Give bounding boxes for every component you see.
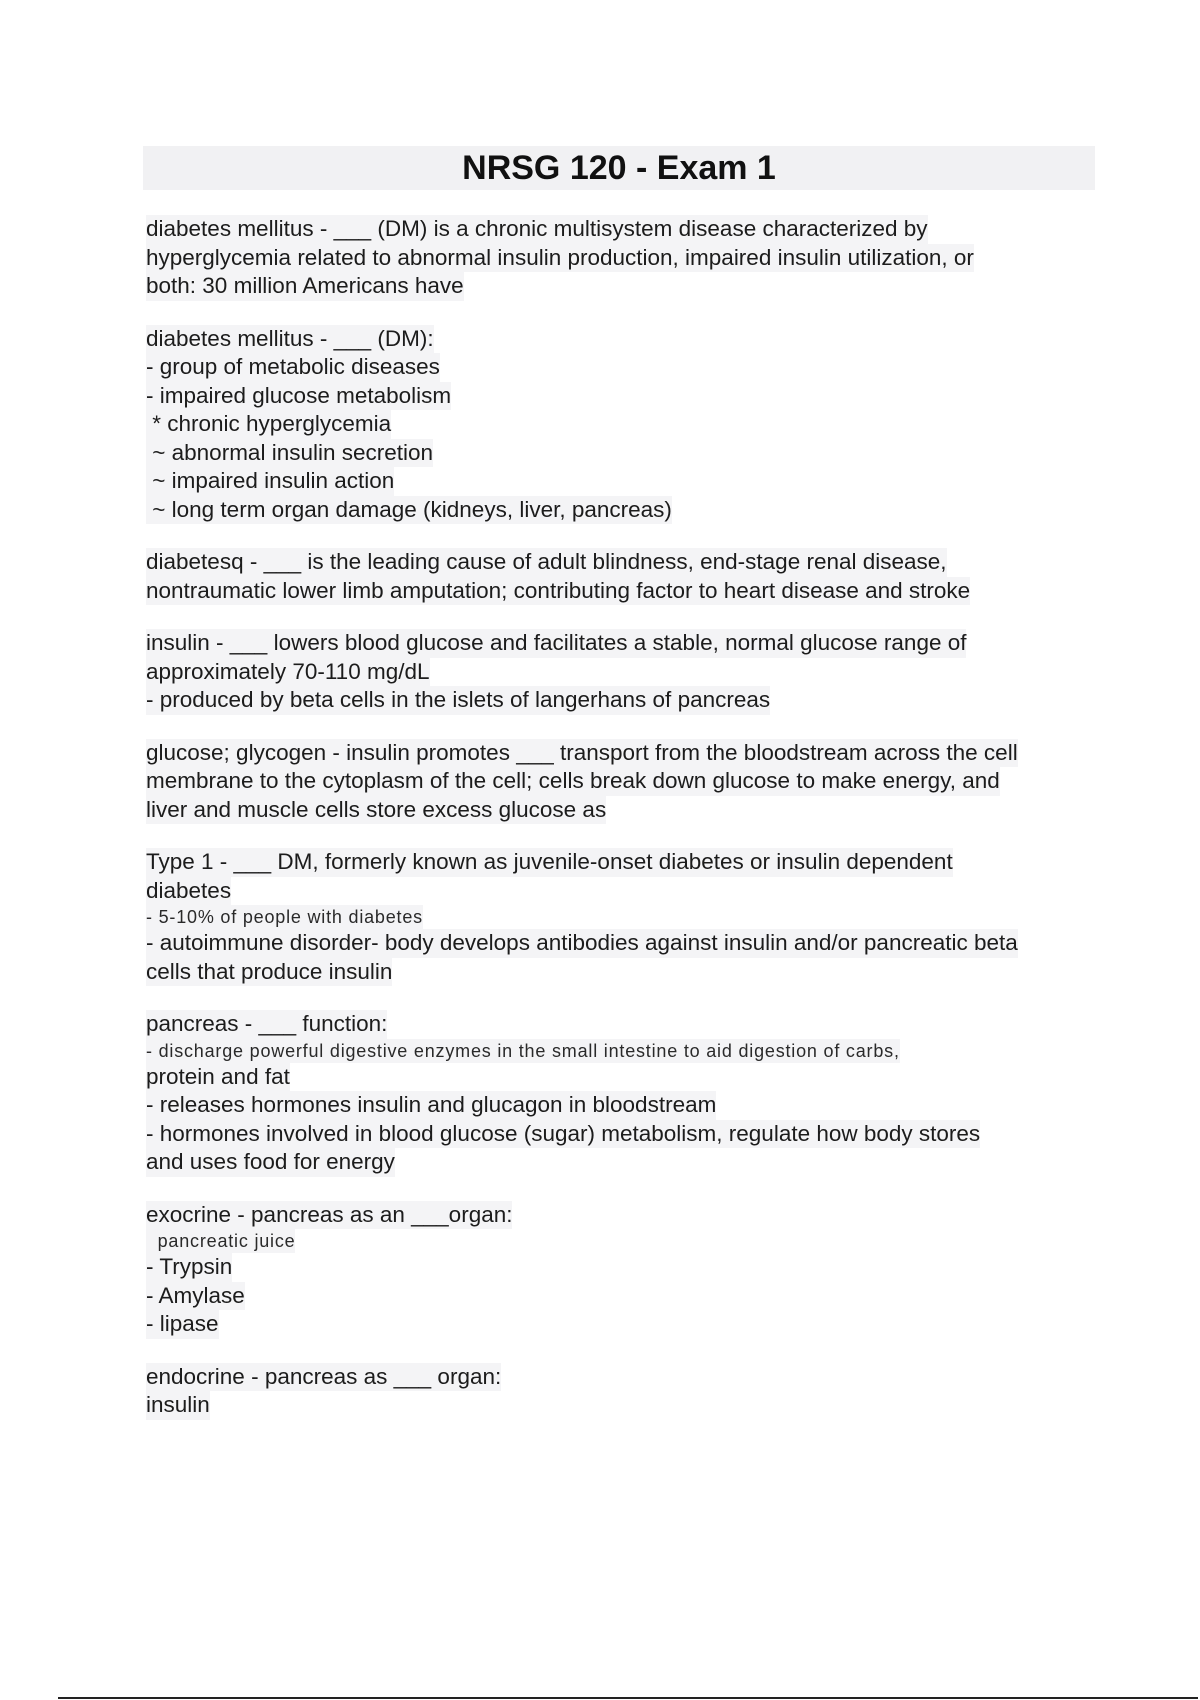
flashcard-line: - autoimmune disorder- body develops antibodies against insulin and/or pancreatic beta bbox=[146, 929, 1018, 958]
flashcard-line: - discharge powerful digestive enzymes in the small intestine to aid digestion of carbs, bbox=[146, 1040, 900, 1061]
flashcard-line: ~ long term organ damage (kidneys, liver, pancreas) bbox=[146, 496, 672, 525]
flashcard bbox=[146, 629, 1096, 715]
flashcard-line: Type 1 - ___ DM, formerly known as juvenile-onset diabetes or insulin dependent bbox=[146, 848, 953, 877]
flashcard-line: cells that produce insulin bbox=[146, 958, 392, 987]
flashcard-line: hyperglycemia related to abnormal insulin production, impaired insulin utilization, or bbox=[146, 244, 974, 273]
flashcard-line: diabetes mellitus - ___ (DM) is a chronic multisystem disease characterized by bbox=[146, 215, 928, 244]
flashcard-line: - hormones involved in blood glucose (sugar) metabolism, regulate how body stores bbox=[146, 1120, 980, 1149]
flashcard bbox=[146, 1201, 1096, 1339]
footer-divider bbox=[58, 1697, 1198, 1699]
document-title: NRSG 120 - Exam 1 bbox=[462, 149, 776, 187]
flashcard-line: - releases hormones insulin and glucagon in bloodstream bbox=[146, 1091, 716, 1120]
flashcard-list bbox=[146, 215, 1096, 1444]
flashcard-line: - group of metabolic diseases bbox=[146, 353, 440, 382]
flashcard-line: endocrine - pancreas as ___ organ: bbox=[146, 1363, 501, 1392]
flashcard-line: ~ abnormal insulin secretion bbox=[146, 439, 433, 468]
flashcard-line: - Amylase bbox=[146, 1282, 245, 1311]
flashcard bbox=[146, 848, 1096, 986]
flashcard-line: protein and fat bbox=[146, 1063, 290, 1092]
flashcard bbox=[146, 1363, 1096, 1420]
flashcard-line: both: 30 million Americans have bbox=[146, 272, 464, 301]
flashcard-line: glucose; glycogen - insulin promotes ___ transport from the bloodstream across the cell bbox=[146, 739, 1018, 768]
flashcard bbox=[146, 548, 1096, 605]
flashcard-line: pancreas - ___ function: bbox=[146, 1010, 387, 1039]
flashcard-line: diabetes bbox=[146, 877, 231, 906]
flashcard-line: and uses food for energy bbox=[146, 1148, 395, 1177]
flashcard-line: - produced by beta cells in the islets of langerhans of pancreas bbox=[146, 686, 770, 715]
flashcard-line: ~ impaired insulin action bbox=[146, 467, 394, 496]
flashcard-line: - 5-10% of people with diabetes bbox=[146, 907, 423, 927]
flashcard-line: - lipase bbox=[146, 1310, 219, 1339]
flashcard-line: pancreatic juice bbox=[146, 1231, 296, 1251]
flashcard-line: approximately 70-110 mg/dL bbox=[146, 658, 430, 687]
flashcard-line: liver and muscle cells store excess glucose as bbox=[146, 796, 606, 825]
flashcard-line: membrane to the cytoplasm of the cell; cells break down glucose to make energy, and bbox=[146, 767, 1000, 796]
flashcard bbox=[146, 325, 1096, 525]
flashcard-line: diabetesq - ___ is the leading cause of adult blindness, end-stage renal disease, bbox=[146, 548, 947, 577]
flashcard-line: - Trypsin bbox=[146, 1253, 232, 1282]
flashcard-line: nontraumatic lower limb amputation; contributing factor to heart disease and stroke bbox=[146, 577, 970, 606]
flashcard bbox=[146, 739, 1096, 825]
flashcard bbox=[146, 215, 1096, 301]
flashcard-line: * chronic hyperglycemia bbox=[146, 410, 391, 439]
flashcard-line: exocrine - pancreas as an ___organ: bbox=[146, 1201, 512, 1230]
flashcard-line: diabetes mellitus - ___ (DM): bbox=[146, 325, 434, 354]
flashcard-line: insulin - ___ lowers blood glucose and facilitates a stable, normal glucose range of bbox=[146, 629, 966, 658]
title-bar bbox=[143, 146, 1095, 190]
flashcard bbox=[146, 1010, 1096, 1177]
flashcard-line: insulin bbox=[146, 1391, 210, 1420]
flashcard-line: - impaired glucose metabolism bbox=[146, 382, 451, 411]
